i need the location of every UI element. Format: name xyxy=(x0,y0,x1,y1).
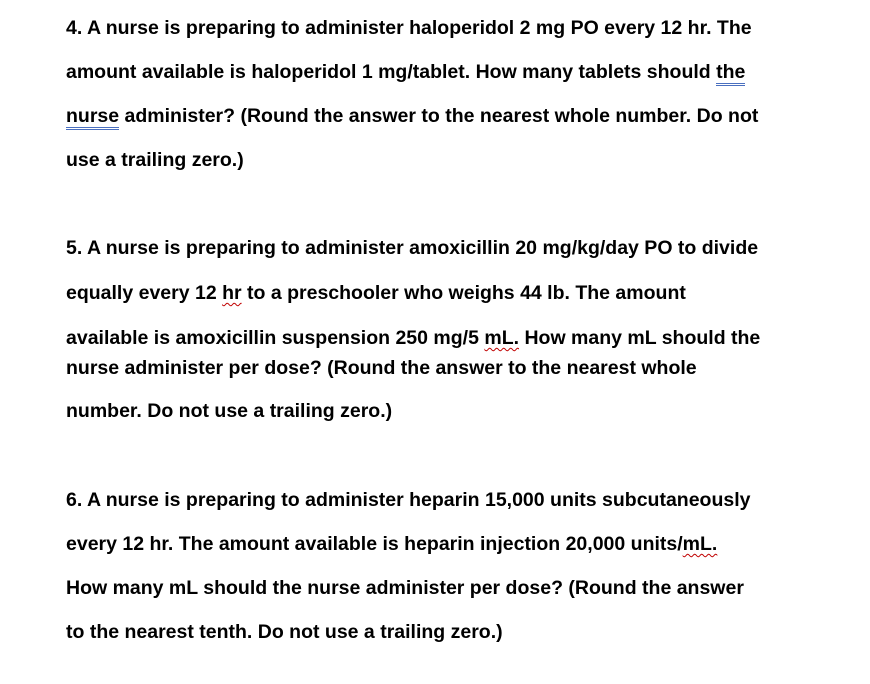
q4-line-2 xyxy=(66,60,745,84)
grammar-flag-the[interactable]: the xyxy=(716,61,745,86)
q5-line-2-text-b: to a preschooler who weighs 44 lb. The amount xyxy=(241,282,686,304)
q6-line-3: How many mL should the nurse administer per dose? (Round the answer xyxy=(66,577,744,599)
q6-line-2-text: every 12 hr. The amount available is heparin injection 20,000 units/ xyxy=(66,533,683,555)
q5-line-3-text-b: How many mL should the xyxy=(519,327,761,349)
q5-line-1: 5. A nurse is preparing to administer amoxicillin 20 mg/kg/day PO to divide xyxy=(66,237,759,259)
q4-line-3 xyxy=(66,104,758,128)
q4-line-4: use a trailing zero.) xyxy=(66,149,244,171)
spelling-flag-hr[interactable]: hr xyxy=(222,282,242,304)
q6-line-2 xyxy=(66,532,717,556)
grammar-flag-nurse[interactable]: nurse xyxy=(66,105,119,130)
q5-line-5: number. Do not use a trailing zero.) xyxy=(66,400,393,422)
q4-line-2-text: amount available is haloperidol 1 mg/tablet. How many tablets should xyxy=(66,61,717,83)
spelling-flag-ml[interactable]: mL. xyxy=(484,327,520,349)
q5-line-3-text-a: available is amoxicillin suspension 250 mg/5 xyxy=(66,327,485,349)
q5-line-2 xyxy=(66,281,686,305)
q6-line-4: to the nearest tenth. Do not use a trailing zero.) xyxy=(66,621,503,643)
q5-line-3 xyxy=(66,326,760,350)
q4-line-3-text: administer? (Round the answer to the nearest whole number. Do not xyxy=(119,105,759,127)
q5-line-4: nurse administer per dose? (Round the answer to the nearest whole xyxy=(66,357,697,379)
q4-line-1: 4. A nurse is preparing to administer haloperidol 2 mg PO every 12 hr. The xyxy=(66,17,752,39)
q6-line-1: 6. A nurse is preparing to administer heparin 15,000 units subcutaneously xyxy=(66,489,751,511)
q5-line-2-text-a: equally every 12 xyxy=(66,282,223,304)
spelling-flag-ml-2[interactable]: mL. xyxy=(682,533,718,555)
